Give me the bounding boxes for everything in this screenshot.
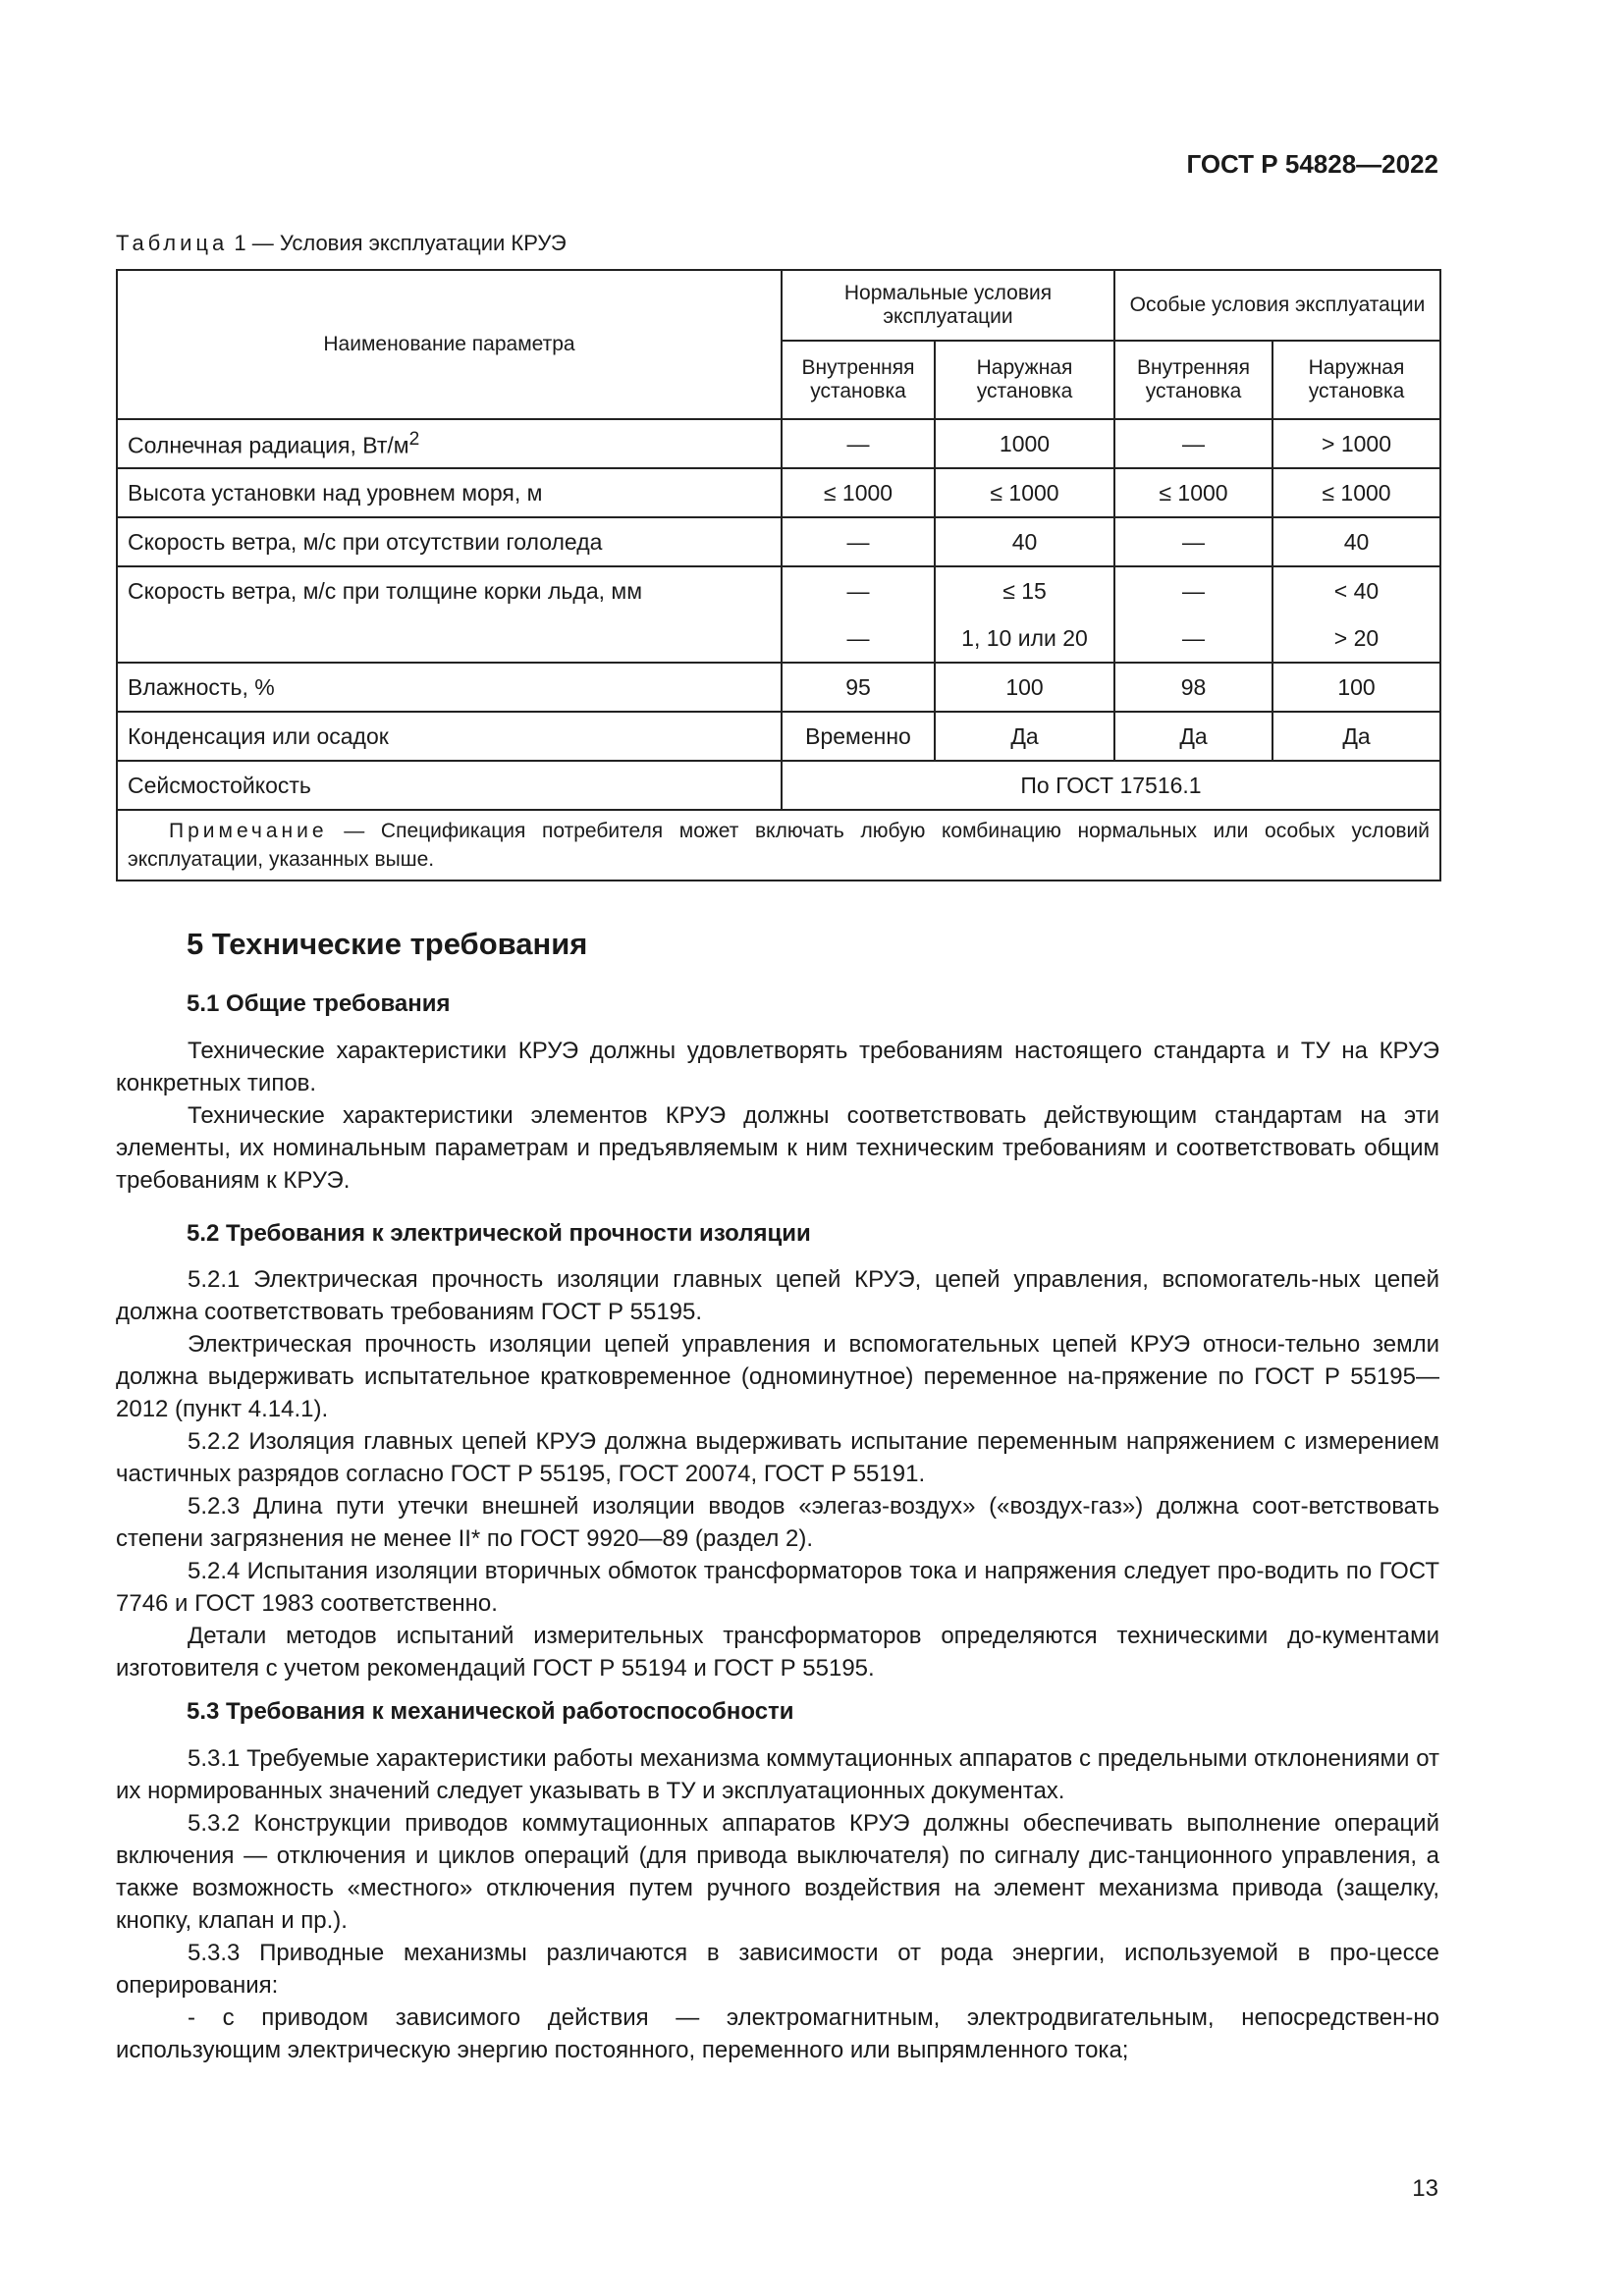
table-header-row [117,270,1440,341]
header-special-outer: Наружная установка [1272,341,1440,419]
note-label: Примечание [169,820,328,842]
document-code: ГОСТ Р 54828—2022 [1186,149,1438,179]
table-row [117,566,1440,614]
row-value: < 40 [1272,566,1440,614]
row-value-merged: По ГОСТ 17516.1 [782,761,1440,810]
row-value: ≤ 1000 [782,468,935,517]
row-value: Временно [782,712,935,761]
paragraph: 5.2.4 Испытания изоляции вторичных обмоток трансформаторов тока и напряжения следует про-водить по ГОСТ 7746 и ГОСТ 1983 соответственно. [116,1558,1439,1617]
row-name: Высота установки над уровнем моря, м [117,468,782,517]
section-title: 5 Технические требования [187,927,588,961]
row-value: — [1114,614,1272,663]
paragraph: Технические характеристики КРУЭ должны удовлетворять требованиям настоящего стандарта и ТУ на КРУЭ конкретных типов. [116,1038,1439,1096]
row-value: > 1000 [1272,419,1440,468]
table-row [117,614,1440,663]
table-caption [116,231,567,256]
conditions-table [116,269,1441,881]
row-value: 1, 10 или 20 [935,614,1114,663]
row-value: ≤ 1000 [1114,468,1272,517]
row-value: Да [1114,712,1272,761]
subsection-title-5-2: 5.2 Требования к электрической прочности изоляции [187,1220,811,1247]
paragraph: Технические характеристики элементов КРУЭ должны соответствовать действующим стандартам на эти элементы, их номинальным параметрам и предъявляемым к ним техническим требованиям и соответствовать общим требованиям к КРУЭ. [116,1102,1439,1194]
paragraph: - с приводом зависимого действия — электромагнитным, электродвигательным, непосредствен-но использующим электрическую энергию постоянного, переменного или выпрямленного тока; [116,2004,1439,2063]
row-name: Влажность, % [117,663,782,712]
table-caption-label: Таблица [116,231,229,255]
row-value: — [1114,517,1272,566]
row-value: 100 [1272,663,1440,712]
table-row [117,712,1440,761]
row-name: Скорость ветра, м/с при отсутствии гололеда [117,517,782,566]
header-normal-inner: Внутренняя установка [782,341,935,419]
paragraph: 5.2.3 Длина пути утечки внешней изоляции вводов «элегаз-воздух» («воздух-газ») должна соот-ветствовать степени загрязнения не менее II* по ГОСТ 9920—89 (раздел 2). [116,1493,1439,1552]
subsection-title-5-3: 5.3 Требования к механической работоспособности [187,1698,794,1725]
table-caption-text: 1 — Условия эксплуатации КРУЭ [234,231,567,255]
paragraph: 5.3.2 Конструкции приводов коммутационных аппаратов КРУЭ должны обеспечивать выполнение операций включения — отключения и циклов операций (для привода выключателя) по сигналу дис-танционного управления, а также возможность «местного» отключения путем ручного воздействия на элемент механизма привода (защелку, кнопку, клапан и пр.). [116,1810,1439,1934]
row-value: 40 [1272,517,1440,566]
header-normal-outer: Наружная установка [935,341,1114,419]
row-name: Сейсмостойкость [117,761,782,810]
header-special-inner: Внутренняя установка [1114,341,1272,419]
header-special: Особые условия эксплуатации [1114,270,1440,341]
row-name: Конденсация или осадок [117,712,782,761]
paragraph: Электрическая прочность изоляции цепей управления и вспомогательных цепей КРУЭ относи-тельно земли должна выдерживать испытательное кратковременное (одноминутное) переменное на-пряжение по ГОСТ Р 55195—2012 (пункт 4.14.1). [116,1331,1439,1422]
paragraph: 5.2.1 Электрическая прочность изоляции главных цепей КРУЭ, цепей управления, вспомогатель-ных цепей должна соответствовать требованиям ГОСТ Р 55195. [116,1266,1439,1325]
row-value: > 20 [1272,614,1440,663]
paragraph: Детали методов испытаний измерительных трансформаторов определяются техническими до-кументами изготовителя с учетом рекомендаций ГОСТ Р 55194 и ГОСТ Р 55195. [116,1623,1439,1682]
page-number: 13 [1412,2175,1438,2202]
row-value: — [1114,419,1272,468]
table-row [117,663,1440,712]
row-value: ≤ 15 [935,566,1114,614]
row-value: — [782,566,935,614]
header-param: Наименование параметра [117,270,782,419]
row-name-continuation [117,614,782,663]
row-value: — [782,614,935,663]
table-row [117,761,1440,810]
row-value: Да [1272,712,1440,761]
row-value: ≤ 1000 [935,468,1114,517]
row-value: — [1114,566,1272,614]
row-value: — [782,419,935,468]
paragraph: 5.3.3 Приводные механизмы различаются в зависимости от рода энергии, используемой в про-цессе оперирования: [116,1940,1439,1999]
row-value: 1000 [935,419,1114,468]
row-name: Скорость ветра, м/с при толщине корки льда, мм [117,566,782,614]
paragraph: 5.3.1 Требуемые характеристики работы механизма коммутационных аппаратов с предельными отклонениями от их нормированных значений следует указывать в ТУ и эксплуатационных документах. [116,1745,1439,1804]
table-note-row [117,810,1440,881]
row-value: Да [935,712,1114,761]
subsection-title-5-1: 5.1 Общие требования [187,990,451,1017]
table-row [117,517,1440,566]
row-value: 40 [935,517,1114,566]
table-row [117,419,1440,468]
table-row [117,468,1440,517]
note-text: — Спецификация потребителя может включать любую комбинацию нормальных или особых условий эксплуатации, указанных выше. [128,820,1430,871]
header-normal: Нормальные условия эксплуатации [782,270,1114,341]
row-value: 100 [935,663,1114,712]
paragraph: 5.2.2 Изоляция главных цепей КРУЭ должна выдерживать испытание переменным напряжением с измерением частичных разрядов согласно ГОСТ Р 55195, ГОСТ 20074, ГОСТ Р 55191. [116,1428,1439,1487]
row-name: Солнечная радиация, $Вт/м^2$ [117,419,782,468]
row-value: 98 [1114,663,1272,712]
row-value: 95 [782,663,935,712]
table-note [117,810,1440,881]
row-value: ≤ 1000 [1272,468,1440,517]
row-value: — [782,517,935,566]
